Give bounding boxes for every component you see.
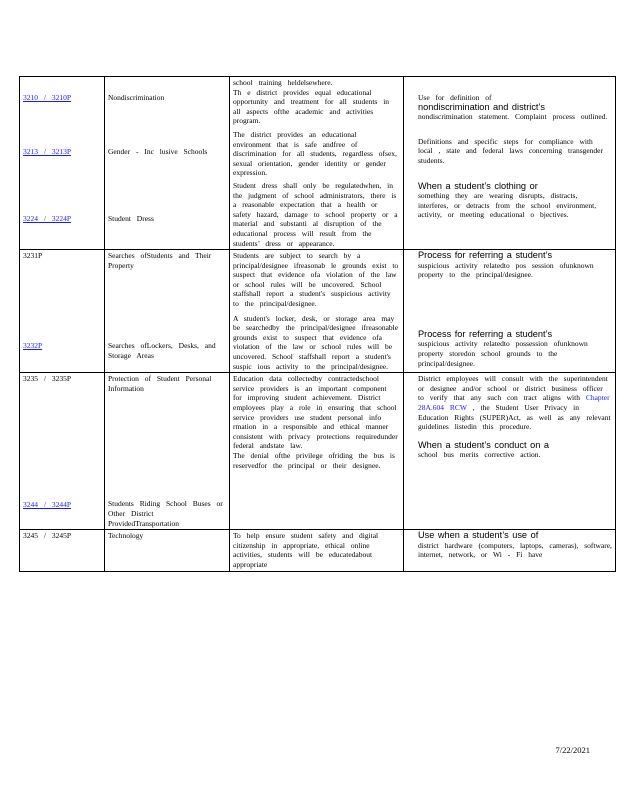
- description-text: Education data collectedby contractedschool service providers is an important component for improving student achievement. District employees play a role in ensuring that school service providers use student personal info rmation in a responsible and ethical manner consistent with privacy protections requiredunder federal andstate law.: [233, 374, 398, 451]
- policy-number: 3235 / 3235P: [23, 374, 72, 384]
- policy-number-cell: [20, 530, 105, 571]
- note-item: [409, 137, 612, 166]
- note-text: District employees will consult with the superintendent or designee and/or school or district business officer to verify that any such con tract aligns with: [418, 374, 608, 403]
- note-item: [409, 531, 612, 560]
- policy-number-cell: [20, 373, 105, 530]
- policy-title-cell: [105, 250, 230, 373]
- policy-link-3224[interactable]: 3224 / 3224P: [23, 214, 72, 224]
- note-item: [409, 441, 612, 460]
- note-cell: [404, 530, 616, 571]
- policy-title: Technology: [108, 531, 144, 541]
- note-emphasis: Process for referring a student’s: [418, 328, 553, 339]
- table-row: [20, 250, 616, 373]
- note-text: nondiscrimination statement. Complaint process outlined.: [418, 112, 608, 122]
- policy-link-3210[interactable]: 3210 / 3210P: [23, 93, 72, 102]
- policy-number: 3231P: [23, 251, 43, 261]
- description-text: Th e district provides equal educational opportunity and treatment for all students in all aspects ofthe academic and activities program.: [233, 87, 390, 126]
- description-text: Students are subject to search by a principal/designee ifreasonab le grounds exist to suspect that evidence ofa violation of the law or school rules will be uncovered. School staffshall report a student's suspicious activity to the principal/designee.: [233, 251, 399, 309]
- note-text: Definitions and specific steps for compliance with local , state and federal laws concerning transgender students.: [418, 136, 604, 165]
- description-cell: [230, 250, 404, 373]
- note-text: district hardware (computers, laptops, cameras), software, internet, network, or Wi - Fi have: [418, 540, 612, 560]
- description-text: The district provides an educational environment that is safe andfree of discrimination for all students, regardless ofsex, sexual orientation, gender identity or gender expression.: [233, 129, 397, 178]
- policy-link-3213[interactable]: 3213 / 3213P: [23, 146, 72, 156]
- note-emphasis: Use when a student’s use of: [418, 530, 539, 541]
- policy-title: Nondiscrimination: [108, 93, 165, 102]
- note-text: , the Student User Privacy in Education Rights (SUPER)Act, as well as any relevant guidelines listedin this procedure.: [418, 403, 611, 432]
- table-row: [20, 77, 616, 250]
- note-text: something they are wearing disrupts, distracts, interferes, or detracts from the school environment, activity, or meeting educational o bjectives.: [418, 191, 597, 220]
- note-item: [409, 251, 612, 280]
- note-item: [409, 93, 612, 122]
- policy-link-3232[interactable]: 3232P: [23, 340, 43, 350]
- description-text: The denial ofthe privilege ofriding the bus is reservedfor the principal or their designee.: [233, 450, 395, 470]
- continued-fragment: school training heldelsewhere.: [233, 78, 333, 87]
- note-emphasis: Process for referring a student’s: [418, 250, 553, 261]
- note-emphasis: nondiscrimination and district’s: [418, 101, 545, 112]
- note-cell: [404, 77, 616, 250]
- note-emphasis: When a student’s clothing or: [418, 180, 538, 191]
- policy-title-cell: [105, 373, 230, 530]
- description-text: Student dress shall only be regulatedwhen, in the judgment of school administrators, there is a reasonable expectation that a health or safety hazard, damage to school property or a material and substanti al disruption of the educational process will result from the students’ dress or appearance.: [233, 180, 398, 248]
- footer-date: 7/22/2021: [555, 745, 590, 755]
- policy-number-cell: [20, 77, 105, 250]
- policy-number-cell: [20, 250, 105, 373]
- note-text: Use for definition of: [418, 93, 492, 102]
- note-cell: [404, 250, 616, 373]
- note-text: suspicious activity relatedto possession ofunknown property storedon school grounds to the principal/designee.: [418, 339, 588, 368]
- note-item: [409, 374, 612, 432]
- table-row: [20, 373, 616, 530]
- policy-title: Student Dress: [108, 214, 154, 224]
- policy-title: Protection of Student Personal Information: [108, 374, 212, 393]
- description-cell: [230, 373, 404, 530]
- policy-title-cell: [105, 77, 230, 250]
- policy-title: Searches ofLockers, Desks, and Storage Areas: [108, 341, 216, 360]
- policy-title: Students Riding School Buses or Other District ProvidedTransportation: [108, 499, 223, 528]
- policy-table: [19, 76, 616, 572]
- policy-link-3244[interactable]: 3244 / 3244P: [23, 499, 72, 509]
- policy-title: Searches ofStudents and Their Property: [108, 251, 212, 270]
- description-cell: [230, 77, 404, 250]
- note-item: [409, 182, 612, 220]
- table-row: [20, 530, 616, 571]
- note-text: suspicious activity relatedto pos session ofunknown property to the principal/designee.: [418, 260, 594, 280]
- note-emphasis: When a student’s conduct on a: [418, 439, 549, 450]
- note-cell: [404, 373, 616, 530]
- description-text: A student's locker, desk, or storage area may be searchedby the principal/designee ifreasonable grounds exist to suspect that evidence ofa violation of the law or school rules will be uncovered. School staffshall report a student's suspic ious activity to the principal/designee.: [233, 313, 399, 371]
- note-text: school bus merits corrective action.: [418, 450, 541, 460]
- policy-title: Gender - Inc lusive Schools: [108, 146, 208, 156]
- note-item: [409, 330, 612, 368]
- policy-title-cell: [105, 530, 230, 571]
- policy-number: 3245 / 3245P: [23, 531, 72, 541]
- description-cell: [230, 530, 404, 571]
- description-text: To help ensure student safety and digital citizenship in appropriate, ethical online activities, students will be educatedabout appropriate: [233, 531, 379, 569]
- rcw-link[interactable]: Chapter 28A.604 RCW: [418, 393, 610, 412]
